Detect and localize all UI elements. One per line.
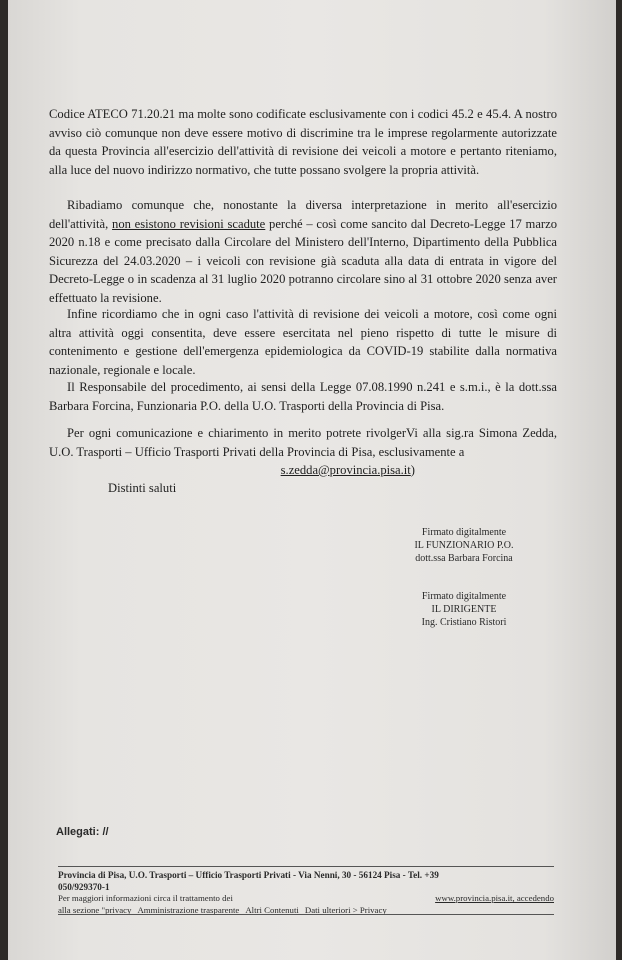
footer-divider-top	[58, 866, 554, 867]
signature-name: dott.ssa Barbara Forcina	[415, 553, 513, 564]
email-line	[49, 461, 557, 480]
paragraph-ateco	[49, 105, 557, 179]
footer-privacy-row	[58, 893, 554, 905]
paragraph-contatti-text: Per ogni comunicazione e chiarimento in merito potrete rivolgerVi alla sig.ra Simona Zedda, U.O. Trasporti – Ufficio Trasporti Privati della Provincia di Pisa, esclusivamente a	[49, 426, 557, 459]
footer	[58, 870, 554, 916]
paragraph-contatti	[49, 424, 557, 480]
closing-salutation: Distinti saluti	[108, 481, 177, 495]
letter-page	[8, 0, 616, 960]
footer-link-altri-contenuti[interactable]: Altri Contenuti	[245, 904, 299, 915]
footer-address	[58, 870, 554, 882]
email-link[interactable]: s.zedda@provincia.pisa.it	[280, 463, 411, 477]
paragraph-responsabile	[49, 378, 557, 415]
paragraph-revisioni-end: perché – così come sancito dal Decreto-Legge 17 marzo 2020 n.18 e come precisato dalla Circolare del Ministero dell'Interno, Dipartimento della Pubblica Sicurezza del 24.03.2020 – i veicoli con revisione già scaduta alla data di entrata in vigore del Decreto-Legge o in scadenza al 31 luglio 2020 potranno circolare sino al 31 ottobre 2020 senza aver effettuato la revisione.	[49, 216, 558, 305]
paragraph-covid-text: Infine ricordiamo che in ogni caso l'attività di revisione dei veicoli a motore, così come ogni altra attività oggi consentita, deve essere esercitata nel pieno rispetto di tutte le misure di contenimento e gestione dell'emergenza epidemiologica da COVID-19 stabilite dalla normativa nazionale, regionale e locale.	[49, 307, 557, 377]
paragraph-covid	[49, 305, 557, 379]
signature-name: Ing. Cristiano Ristori	[421, 617, 507, 628]
footer-link-amministrazione[interactable]: Amministrazione trasparente	[137, 904, 240, 915]
footer-link-privacy[interactable]: Dati ulteriori > Privacy	[304, 904, 387, 915]
footer-divider-bottom	[58, 914, 554, 915]
footer-privacy-intro: Per maggiori informazioni circa il trattamento dei	[58, 893, 233, 903]
email-close: )	[410, 463, 415, 477]
signature-dirigente	[402, 590, 526, 629]
allegati-label: Allegati: //	[56, 826, 109, 838]
footer-address-text: Provincia di Pisa, U.O. Trasporti – Ufficio Trasporti Privati - Via Nenni, 30 - 56124 Pisa - Tel. +39	[58, 870, 439, 880]
paragraph-revisioni	[49, 196, 557, 307]
footer-phone-text: 050/929370-1	[58, 881, 110, 892]
paragraph-ateco-text: Codice ATECO 71.20.21 ma molte sono codificate esclusivamente con i codici 45.2 e 45.4. A nostro avviso ciò comunque non deve essere motivo di discrimine tra le imprese regolarmente autorizzate da questa Provincia all'esercizio dell'attività di revisione dei veicoli a motore e pertanto riteniamo, alla luce del nuovo indirizzo normativo, che tutte possano svolgere la propria attività.	[49, 107, 557, 177]
footer-website-link[interactable]: www.provincia.pisa.it, accedendo	[435, 893, 554, 903]
footer-privacy-section: alla sezione "privacy	[58, 904, 132, 915]
signature-role: IL DIRIGENTE	[431, 604, 497, 615]
paragraph-revisioni-underlined: non esistono revisioni scadute	[112, 216, 266, 231]
footer-phone	[58, 882, 554, 894]
signature-note: Firmato digitalmente	[421, 527, 507, 538]
signature-funzionario	[402, 526, 526, 565]
signature-note: Firmato digitalmente	[421, 591, 507, 602]
paragraph-revisioni-start: Ribadiamo comunque che, nonostante la diversa interpretazione in merito all'esercizio dell'attività,	[49, 198, 557, 231]
signature-role: IL FUNZIONARIO P.O.	[414, 540, 514, 551]
paragraph-responsabile-text: Il Responsabile del procedimento, ai sensi della Legge 07.08.1990 n.241 e s.m.i., è la dott.ssa Barbara Forcina, Funzionaria P.O. della U.O. Trasporti della Provincia di Pisa.	[49, 380, 557, 413]
